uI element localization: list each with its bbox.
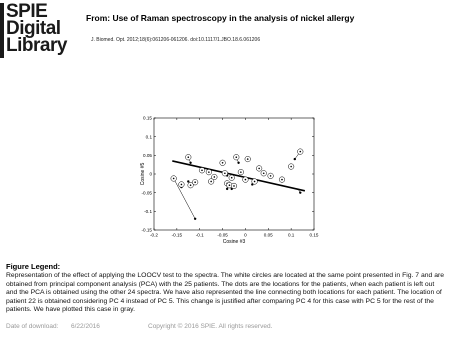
patient-dot [281, 179, 283, 181]
logo-line-3: Library [6, 35, 67, 56]
x-tick-label: 0 [244, 232, 247, 238]
patient-dot [181, 184, 183, 186]
patient-dot [210, 181, 212, 183]
patient-dot [187, 156, 189, 158]
patient-dot [231, 177, 233, 179]
loocv-dot [299, 191, 301, 193]
x-tick-label: 0.05 [263, 232, 273, 238]
plot-frame [154, 118, 314, 230]
x-tick-label: -0.05 [217, 232, 228, 238]
patient-dot [240, 171, 242, 173]
logo-line-1: SPIE [6, 1, 48, 22]
spie-digital-library-logo [6, 3, 67, 54]
logo-bar [0, 3, 4, 58]
x-tick-label: -0.2 [150, 232, 158, 238]
loocv-dot [187, 180, 189, 182]
scatter-chart [140, 112, 325, 247]
patient-dot [270, 175, 272, 177]
figure-legend-title: Figure Legend: [6, 262, 61, 271]
footer-date-value: 6/22/2016 [71, 323, 100, 330]
y-tick-label: -0.15 [141, 227, 152, 233]
patient-dot [258, 168, 260, 170]
patient-dot [299, 151, 301, 153]
patient-dot [229, 184, 231, 186]
y-axis-label: Cosine #5 [140, 162, 146, 186]
loocv-dot [194, 218, 196, 220]
loocv-dot [226, 188, 228, 190]
x-tick-label: 0.1 [287, 232, 295, 238]
patient-dot [254, 181, 256, 183]
patient-dot [224, 172, 226, 174]
patient-dot [245, 179, 247, 181]
patient-dot [190, 184, 192, 186]
figure-legend-body: Representation of the effect of applying the LOOCV test to the spectra. The white circles are located at the same point presented in Fig. 7 and are obtained from principal component analysis (PCA) with the 25 patients. The dots are the locations for the patients, when each patient is left out and the PCA is obtained using the other 24 spectra. We have also represented the line connecting both locations for each patient. The location of patient 22 is obtained considering PC 4 instead of PC 5. This change is justified after comparing PC 4 for this case with PC 5 for the rest of the patients. We have plotted this case in gray. [6, 272, 445, 314]
patient-dot [208, 171, 210, 173]
patient-dot [290, 166, 292, 168]
loocv-dot [237, 162, 239, 164]
patient-dot [233, 185, 235, 187]
patient-dot [222, 162, 224, 164]
y-tick-label: -0.1 [144, 208, 152, 214]
x-tick-label: 0.15 [309, 232, 319, 238]
article-title: From: Use of Raman spectroscopy in the analysis of nickel allergy [86, 13, 355, 23]
y-tick-label: 0.1 [145, 134, 152, 140]
loocv-dot [294, 158, 296, 160]
y-tick-label: 0.05 [143, 152, 152, 158]
x-tick-label: -0.15 [171, 232, 183, 238]
patient-dot [214, 176, 216, 178]
footer-date-label: Date of download: [6, 323, 59, 330]
patient-dot [201, 169, 203, 171]
patient-dot [235, 156, 237, 158]
patient-dot [247, 158, 249, 160]
loocv-dot [189, 162, 191, 164]
footer-copyright: Copyright © 2016 SPIE. All rights reserved. [148, 323, 273, 330]
logo-line-2: Digital [6, 18, 61, 39]
y-tick-label: 0 [149, 171, 152, 177]
x-tick-label: -0.1 [195, 232, 204, 238]
y-tick-label: 0.15 [143, 115, 152, 121]
patient-dot [263, 172, 265, 174]
patient-dot [173, 178, 175, 180]
patient-dot [194, 181, 196, 183]
citation: J. Biomed. Opt. 2012;18(6):061206-061206. doi:10.1117/1.JBO.18.6.061206 [91, 37, 261, 43]
x-axis-label: Cosine #3 [222, 239, 246, 245]
y-tick-label: -0.05 [141, 190, 152, 196]
